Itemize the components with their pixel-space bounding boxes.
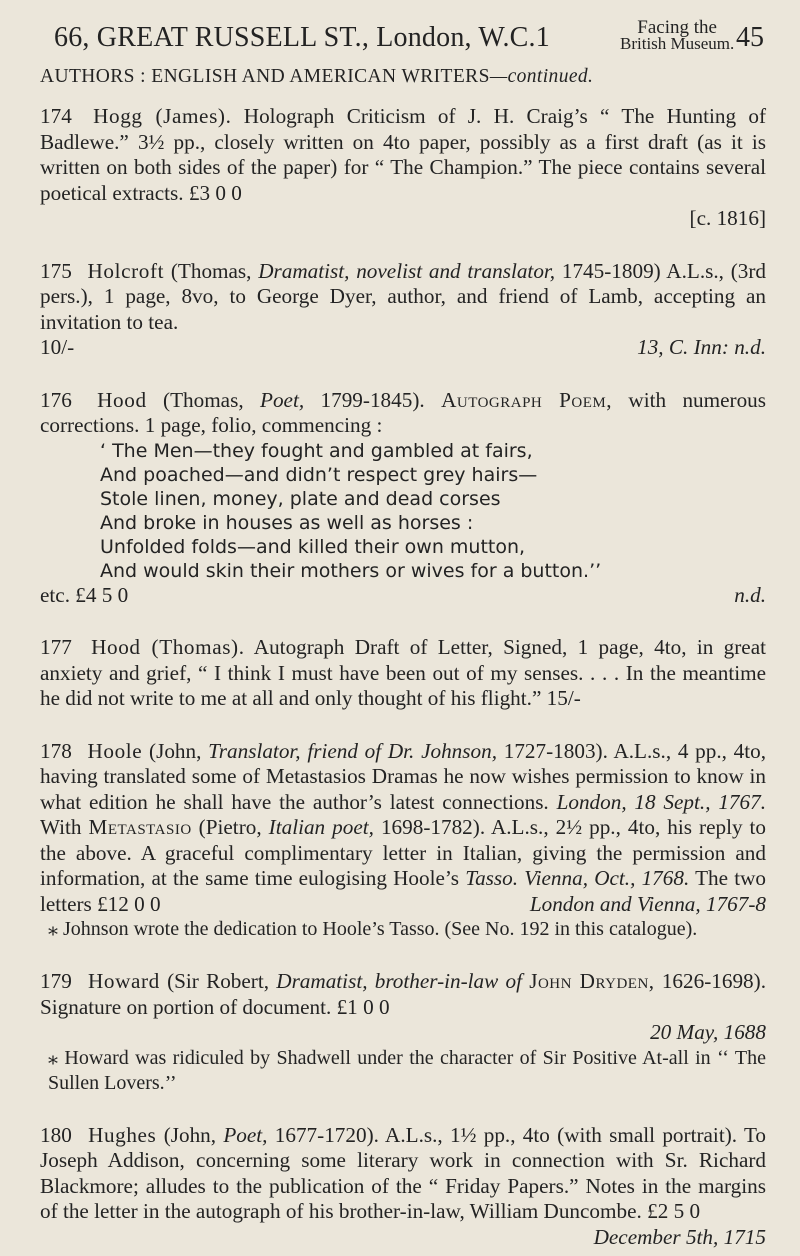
- entry-relation-name: John Dryden,: [529, 969, 655, 993]
- entry-occupation: Poet,: [223, 1122, 268, 1147]
- entry-date: n.d.: [734, 582, 766, 607]
- entry-name: Hood (Thomas).: [91, 635, 245, 659]
- entry-date: 13, C. Inn: n.d.: [637, 335, 766, 359]
- entry-number: 175: [40, 258, 72, 283]
- page-header: [40, 18, 766, 64]
- facing-line2: British Museum.: [620, 34, 735, 53]
- entry-price: £3 0 0: [188, 180, 242, 205]
- entry-price: 10/-: [40, 335, 75, 359]
- entry-price: £2 5 0: [647, 1199, 701, 1223]
- shop-address: 66, GREAT RUSSELL ST., London, W.C.1: [54, 22, 550, 53]
- entry-price: £1 0 0: [336, 994, 390, 1019]
- catalogue-entry-178: [40, 739, 766, 943]
- entry-date: December 5th, 1715: [593, 1224, 766, 1249]
- entry-name-detail: (Thomas,: [163, 387, 244, 412]
- entry-number: 179: [40, 969, 72, 993]
- entry-description: Holograph Criticism of J. H. Craig’s “ The Hunting of Badlewe.” 3½ pp., closely written on 4to paper, possibly as a first draft (as it is written on both sides of the paper) for “ The Champion.” The piece contains several poetical extracts.: [40, 104, 767, 205]
- entry-place-date: London, 18 Sept., 1767.: [556, 789, 766, 814]
- entry-name: Hogg (James).: [93, 104, 232, 128]
- entry-number: 178: [40, 738, 72, 763]
- catalogue-entry-177: [40, 635, 766, 712]
- entry-name: Holcroft: [87, 258, 165, 283]
- entry-description: 1745-1809) A.L.s., (3rd pers.), 1 page, 8vo, to George Dyer, author, and friend of Lamb, accepting an invitation to tea.: [40, 258, 767, 334]
- entry-name-detail: (Sir Robert,: [167, 969, 270, 993]
- entry-occupation: Translator, friend of Dr. Johnson,: [208, 738, 497, 763]
- entry-description: 1727-1803). A.L.s., 4 pp., 4to, having translated some of Metastasios Dramas he now wishes permission to know in what edition he shall have the author’s latest connections.: [40, 738, 767, 814]
- entry-date: London and Vienna, 1767-8: [529, 891, 766, 916]
- catalogue-entry-179: [40, 969, 766, 1096]
- entry-footnote: ⁎ Howard was ridiculed by Shadwell under the character of Sir Positive At-all in ‘‘ The Sullen Lovers.’’: [48, 1046, 766, 1094]
- entry-number: 176: [40, 387, 72, 412]
- entry-name: Howard: [88, 969, 160, 993]
- verse-line: And broke in houses as well as horses :: [100, 511, 474, 534]
- entry-number: 174: [40, 104, 72, 128]
- facing-note: [620, 17, 735, 53]
- catalogue-entry-176: [40, 388, 766, 609]
- entry-second-detail: (Pietro,: [198, 815, 262, 839]
- entry-name-detail: (Thomas,: [170, 258, 252, 283]
- catalogue-entry-180: [40, 1123, 766, 1251]
- entry-occupation: Poet,: [260, 387, 305, 412]
- entry-description: 1626-1698). Signature on portion of document.: [40, 969, 766, 1019]
- entry-with: With: [40, 815, 82, 839]
- entry-dates: 1799-1845).: [320, 387, 425, 412]
- entry-number: 180: [40, 1122, 72, 1147]
- entry-date: [c. 1816]: [689, 206, 766, 230]
- verse-line: ‘ The Men—they fought and gambled at fairs,: [100, 439, 533, 462]
- entry-description-2: 1698-1782). A.L.s., 2½ pp., 4to, his reply to the above. A graceful complimentary letter in Italian, giving the permission and information, at the same time eulogising Hoole’s: [40, 815, 767, 890]
- entry-name: Hughes: [88, 1122, 157, 1147]
- entry-item-label: Autograph Poem,: [441, 387, 613, 412]
- entry-place-date-2: Vienna, Oct., 1768.: [524, 866, 690, 890]
- entry-name-detail: (John,: [163, 1122, 217, 1147]
- quoted-verse: [100, 439, 766, 583]
- entry-second-name: Metastasio: [88, 815, 192, 839]
- entry-name: Hoole: [87, 738, 143, 763]
- entry-description: 1677-1720). A.L.s., 1½ pp., 4to (with small portrait). To Joseph Addison, concerning some literary work in connection with Sr. Richard Blackmore; alludes to the publication of the “ Friday Papers.” Notes in the margins of the letter in the autograph of his brother-in-law, William Duncombe.: [40, 1122, 767, 1223]
- entry-footnote: ⁎ Johnson wrote the dedication to Hoole’s Tasso. (See No. 192 in this catalogue).: [48, 918, 698, 940]
- verse-line: Unfolded folds—and killed their own mutton,: [100, 535, 526, 558]
- entry-occupation: Dramatist, brother-in-law of: [276, 969, 522, 993]
- entry-description-3: The two letters: [40, 866, 766, 916]
- entry-name-detail: (John,: [149, 738, 202, 763]
- entry-second-occupation: Italian poet,: [268, 815, 374, 839]
- catalogue-entry-174: [40, 104, 766, 232]
- entry-occupation: Dramatist, novelist and translator,: [258, 258, 556, 283]
- facing-line1: Facing the: [637, 17, 717, 38]
- entry-description: Autograph Draft of Letter, Signed, 1 page, 4to, in great anxiety and grief, “ I think I must have been out of my senses. . . . In the meantime he did not write to me at all and only thought of his flight.”: [40, 635, 766, 710]
- catalogue-entry-175: [40, 259, 766, 361]
- entry-name: Hood: [97, 387, 147, 412]
- verse-line: And would skin their mothers or wives for a button.’’: [100, 559, 602, 582]
- entry-number: 177: [40, 635, 72, 659]
- entry-price: 15/-: [546, 686, 581, 710]
- entry-price: £12 0 0: [97, 891, 161, 916]
- page-number: 45: [736, 22, 764, 53]
- entry-price: etc. £4 5 0: [40, 582, 129, 607]
- entry-description: with numerous corrections. 1 page, folio, commencing :: [40, 387, 767, 437]
- section-heading: AUTHORS : ENGLISH AND AMERICAN WRITERS—continued.: [40, 66, 594, 87]
- verse-line: And poached—and didn’t respect grey hairs—: [100, 463, 538, 486]
- entry-date: 20 May, 1688: [650, 1020, 766, 1044]
- entry-work-title: Tasso.: [465, 866, 519, 890]
- verse-line: Stole linen, money, plate and dead corses: [100, 487, 501, 510]
